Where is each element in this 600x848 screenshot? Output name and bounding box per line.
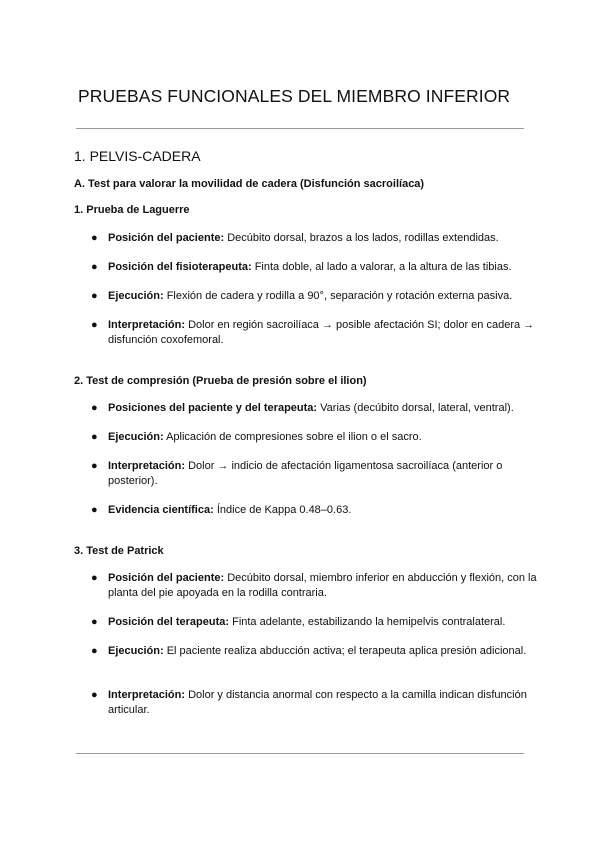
list-item: [91, 615, 538, 630]
item-text: El paciente realiza abducción activa; el terapeuta aplica presión adicional.: [166, 645, 527, 657]
item-text: Flexión de cadera y rodilla a 90°, separación y rotación externa pasiva.: [166, 290, 513, 302]
list-item: [91, 571, 538, 601]
list-item: [91, 318, 538, 348]
list-item: [91, 401, 538, 416]
list-item: [91, 503, 538, 518]
item-label: Ejecución:: [108, 645, 164, 657]
item-text: Índice de Kappa 0.48–0.63.: [216, 504, 352, 516]
bullet-icon: ●: [91, 431, 98, 443]
item-text: Aplicación de compresiones sobre el ilion o el sacro.: [166, 431, 422, 443]
list-item: [91, 260, 538, 275]
top-divider: [76, 128, 524, 129]
item-label: Posición del paciente:: [108, 232, 225, 244]
bullet-icon: ●: [91, 319, 98, 331]
bullet-icon: ●: [91, 261, 98, 273]
section-heading: 1. PELVIS-CADERA: [74, 148, 201, 164]
test-heading-patrick: 3. Test de Patrick: [74, 545, 164, 557]
bullet-icon: ●: [91, 645, 98, 657]
document-title: PRUEBAS FUNCIONALES DEL MIEMBRO INFERIOR: [78, 86, 511, 106]
bullet-icon: ●: [91, 402, 98, 414]
bullet-icon: ●: [91, 616, 98, 628]
item-text: Varias (decúbito dorsal, lateral, ventral).: [320, 402, 514, 414]
item-text: Dolor y distancia anormal con respecto a la camilla indican disfunción articular.: [108, 689, 527, 716]
item-text: Decúbito dorsal, brazos a los lados, rodillas extendidas.: [227, 232, 499, 244]
subsection-heading: A. Test para valorar la movilidad de cadera (Disfunción sacroilíaca): [74, 178, 425, 190]
item-label: Evidencia científica:: [108, 504, 214, 516]
bottom-divider: [76, 753, 524, 754]
item-label: Interpretación:: [108, 319, 186, 331]
item-label: Posición del fisioterapeuta:: [108, 261, 252, 273]
test-heading-compresion: 2. Test de compresión (Prueba de presión sobre el ilion): [74, 375, 367, 387]
item-label: Interpretación:: [108, 460, 186, 472]
item-text: Dolor en región sacroilíaca → posible afectación SI; dolor en cadera → disfunción coxofemoral.: [108, 319, 535, 346]
bullet-icon: ●: [91, 232, 98, 244]
list-item: [91, 688, 538, 718]
list-item: [91, 644, 538, 659]
list-item: [91, 459, 538, 489]
item-text: Decúbito dorsal, miembro inferior en abducción y flexión, con la planta del pie apoyada en la rodilla contraria.: [108, 572, 537, 599]
item-label: Posiciones del paciente y del terapeuta:: [108, 402, 318, 414]
list-item: [91, 430, 538, 445]
item-label: Posición del terapeuta:: [108, 616, 230, 628]
bullet-icon: ●: [91, 572, 98, 584]
bullet-icon: ●: [91, 504, 98, 516]
item-text: Finta adelante, estabilizando la hemipelvis contralateral.: [232, 616, 506, 628]
test-heading-laguerre: 1. Prueba de Laguerre: [74, 204, 190, 216]
item-label: Ejecución:: [108, 431, 164, 443]
bullet-icon: ●: [91, 460, 98, 472]
list-item: [91, 231, 538, 246]
item-label: Ejecución:: [108, 290, 164, 302]
item-label: Posición del paciente:: [108, 572, 225, 584]
bullet-icon: ●: [91, 689, 98, 701]
item-text: Finta doble, al lado a valorar, a la altura de las tibias.: [254, 261, 512, 273]
item-label: Interpretación:: [108, 689, 186, 701]
list-item: [91, 289, 538, 304]
bullet-icon: ●: [91, 290, 98, 302]
item-text: Dolor → indicio de afectación ligamentosa sacroilíaca (anterior o posterior).: [108, 460, 503, 487]
